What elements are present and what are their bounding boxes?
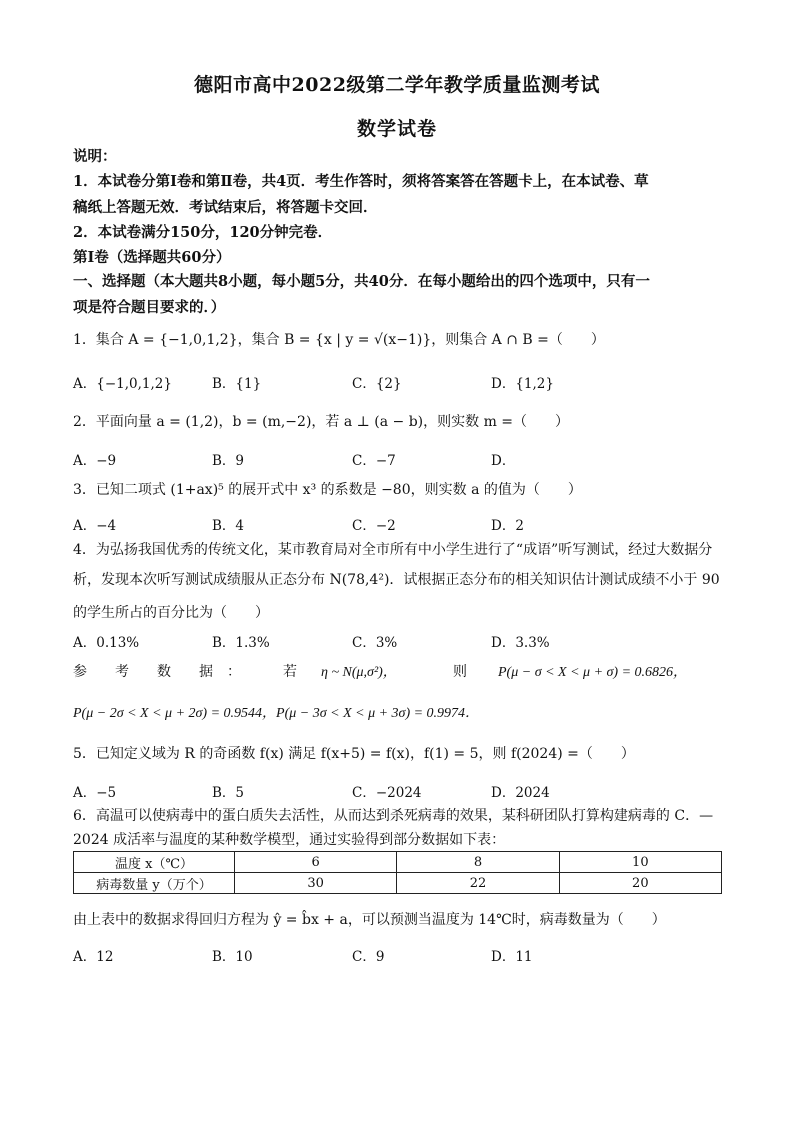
note-2: 2．本试卷满分150分，120分钟完卷． <box>73 224 333 241</box>
q3-option-a: A．−4 <box>73 518 117 534</box>
table-cell: 20 <box>559 873 721 894</box>
exam-title: 德阳市高中2022级第二学年教学质量监测考试 <box>194 74 600 96</box>
question-1-options <box>73 372 723 390</box>
question-4-options <box>73 631 723 649</box>
q5-option-d: D．2024 <box>491 785 550 801</box>
table-cell: 10 <box>559 852 721 873</box>
question-4-line-1: 4．为弘扬我国优秀的传统文化，某市教育局对全市所有中小学生进行了“成语”听写测试，经过大数据分 <box>73 542 713 558</box>
q6-option-b: B．10 <box>212 949 253 965</box>
table-cell: 22 <box>397 873 559 894</box>
reference-prob-2-3: P(μ − 2σ < X < μ + 2σ) = 0.9544，P(μ − 3σ < X < μ + 3σ) = 0.9974． <box>73 706 480 721</box>
part-heading: 第Ⅰ卷（选择题共60分） <box>73 249 231 266</box>
question-5-stem: 5．已知定义域为 R 的奇函数 f(x) 满足 f(x+5) = f(x)，f(1) = 5，则 f(2024) =（ ） <box>73 746 635 762</box>
reference-prob-1: P(μ − σ < X < μ + σ) = 0.6826， <box>498 665 688 680</box>
reference-then: 则 <box>453 664 467 680</box>
q1-option-a: A．{−1,0,1,2} <box>73 376 172 392</box>
q2-option-c: C．−7 <box>352 453 396 469</box>
reference-label: 参 考 数 据 ： <box>73 664 241 680</box>
q6-option-d: D．11 <box>491 949 533 965</box>
q5-option-b: B．5 <box>212 785 245 801</box>
q1-option-c: C．{2} <box>352 376 402 392</box>
table-header-virus-count: 病毒数量 y（万个） <box>74 873 235 894</box>
question-4-line-2: 析，发现本次听写测试成绩服从正态分布 N(78,4²)．试根据正态分布的相关知识估计测试成绩不小于 90 <box>73 572 720 588</box>
reference-distribution: η ~ N(μ,σ²)， <box>321 665 397 680</box>
question-6-options <box>73 945 723 963</box>
q2-option-a: A．−9 <box>73 453 117 469</box>
table-cell: 8 <box>397 852 559 873</box>
table-header-temperature: 温度 x（℃） <box>74 852 235 873</box>
q3-option-c: C．−2 <box>352 518 396 534</box>
question-3-stem: 3．已知二项式 (1+ax)⁵ 的展开式中 x³ 的系数是 −80，则实数 a 的值为（ ） <box>73 482 582 498</box>
table-row <box>74 852 722 873</box>
question-2-options <box>73 449 723 467</box>
q4-option-a: A．0.13% <box>73 635 140 651</box>
section-heading-line-2: 项是符合题目要求的．） <box>73 299 226 316</box>
q3-option-d: D．2 <box>491 518 524 534</box>
table-row <box>74 873 722 894</box>
reference-if: 若 <box>283 664 297 680</box>
reference-data-line <box>73 661 723 681</box>
exam-subtitle: 数学试卷 <box>356 118 437 140</box>
notes-heading: 说明： <box>73 148 117 165</box>
note-1-line-1: 1．本试卷分第Ⅰ卷和第Ⅱ卷，共4页．考生作答时，须将答案答在答题卡上，在本试卷、草 <box>73 173 649 190</box>
data-table <box>73 851 722 894</box>
question-2-stem: 2．平面向量 a = (1,2)，b = (m,−2)，若 a ⊥ (a − b)，则实数 m =（ ） <box>73 414 570 430</box>
table-cell: 30 <box>235 873 397 894</box>
question-6-line-2: 2024 成活率与温度的某种数学模型，通过实验得到部分数据如下表： <box>73 832 506 848</box>
question-6-after-table: 由上表中的数据求得回归方程为 ŷ = b̂x + a，可以预测当温度为 14℃时，病毒数量为（ ） <box>73 912 666 928</box>
q4-option-b: B．1.3% <box>212 635 270 651</box>
question-4-line-3: 的学生所占的百分比为（ ） <box>73 605 269 621</box>
question-3-options <box>73 514 723 532</box>
question-1-stem: 1．集合 A = {−1,0,1,2}，集合 B = {x | y = √(x−1)}，则集合 A ∩ B =（ ） <box>73 332 605 348</box>
table-cell: 6 <box>235 852 397 873</box>
q2-option-d: D． <box>491 453 516 469</box>
q5-option-a: A．−5 <box>73 785 117 801</box>
q1-option-b: B．{1} <box>212 376 262 392</box>
q4-option-d: D．3.3% <box>491 635 550 651</box>
q4-option-c: C．3% <box>352 635 398 651</box>
q6-option-a: A．12 <box>73 949 114 965</box>
question-5-options <box>73 781 723 799</box>
section-heading-line-1: 一、选择题（本大题共8小题，每小题5分，共40分．在每小题给出的四个选项中，只有一 <box>73 273 650 290</box>
question-6-line-1: 6．高温可以使病毒中的蛋白质失去活性，从而达到杀死病毒的效果，某科研团队打算构建病毒的 C．— <box>73 808 714 824</box>
q2-option-b: B．9 <box>212 453 245 469</box>
q1-option-d: D．{1,2} <box>491 376 554 392</box>
note-1-line-2: 稿纸上答题无效．考试结束后，将答题卡交回． <box>73 199 378 216</box>
q3-option-b: B．4 <box>212 518 245 534</box>
q6-option-c: C．9 <box>352 949 385 965</box>
q5-option-c: C．−2024 <box>352 785 422 801</box>
